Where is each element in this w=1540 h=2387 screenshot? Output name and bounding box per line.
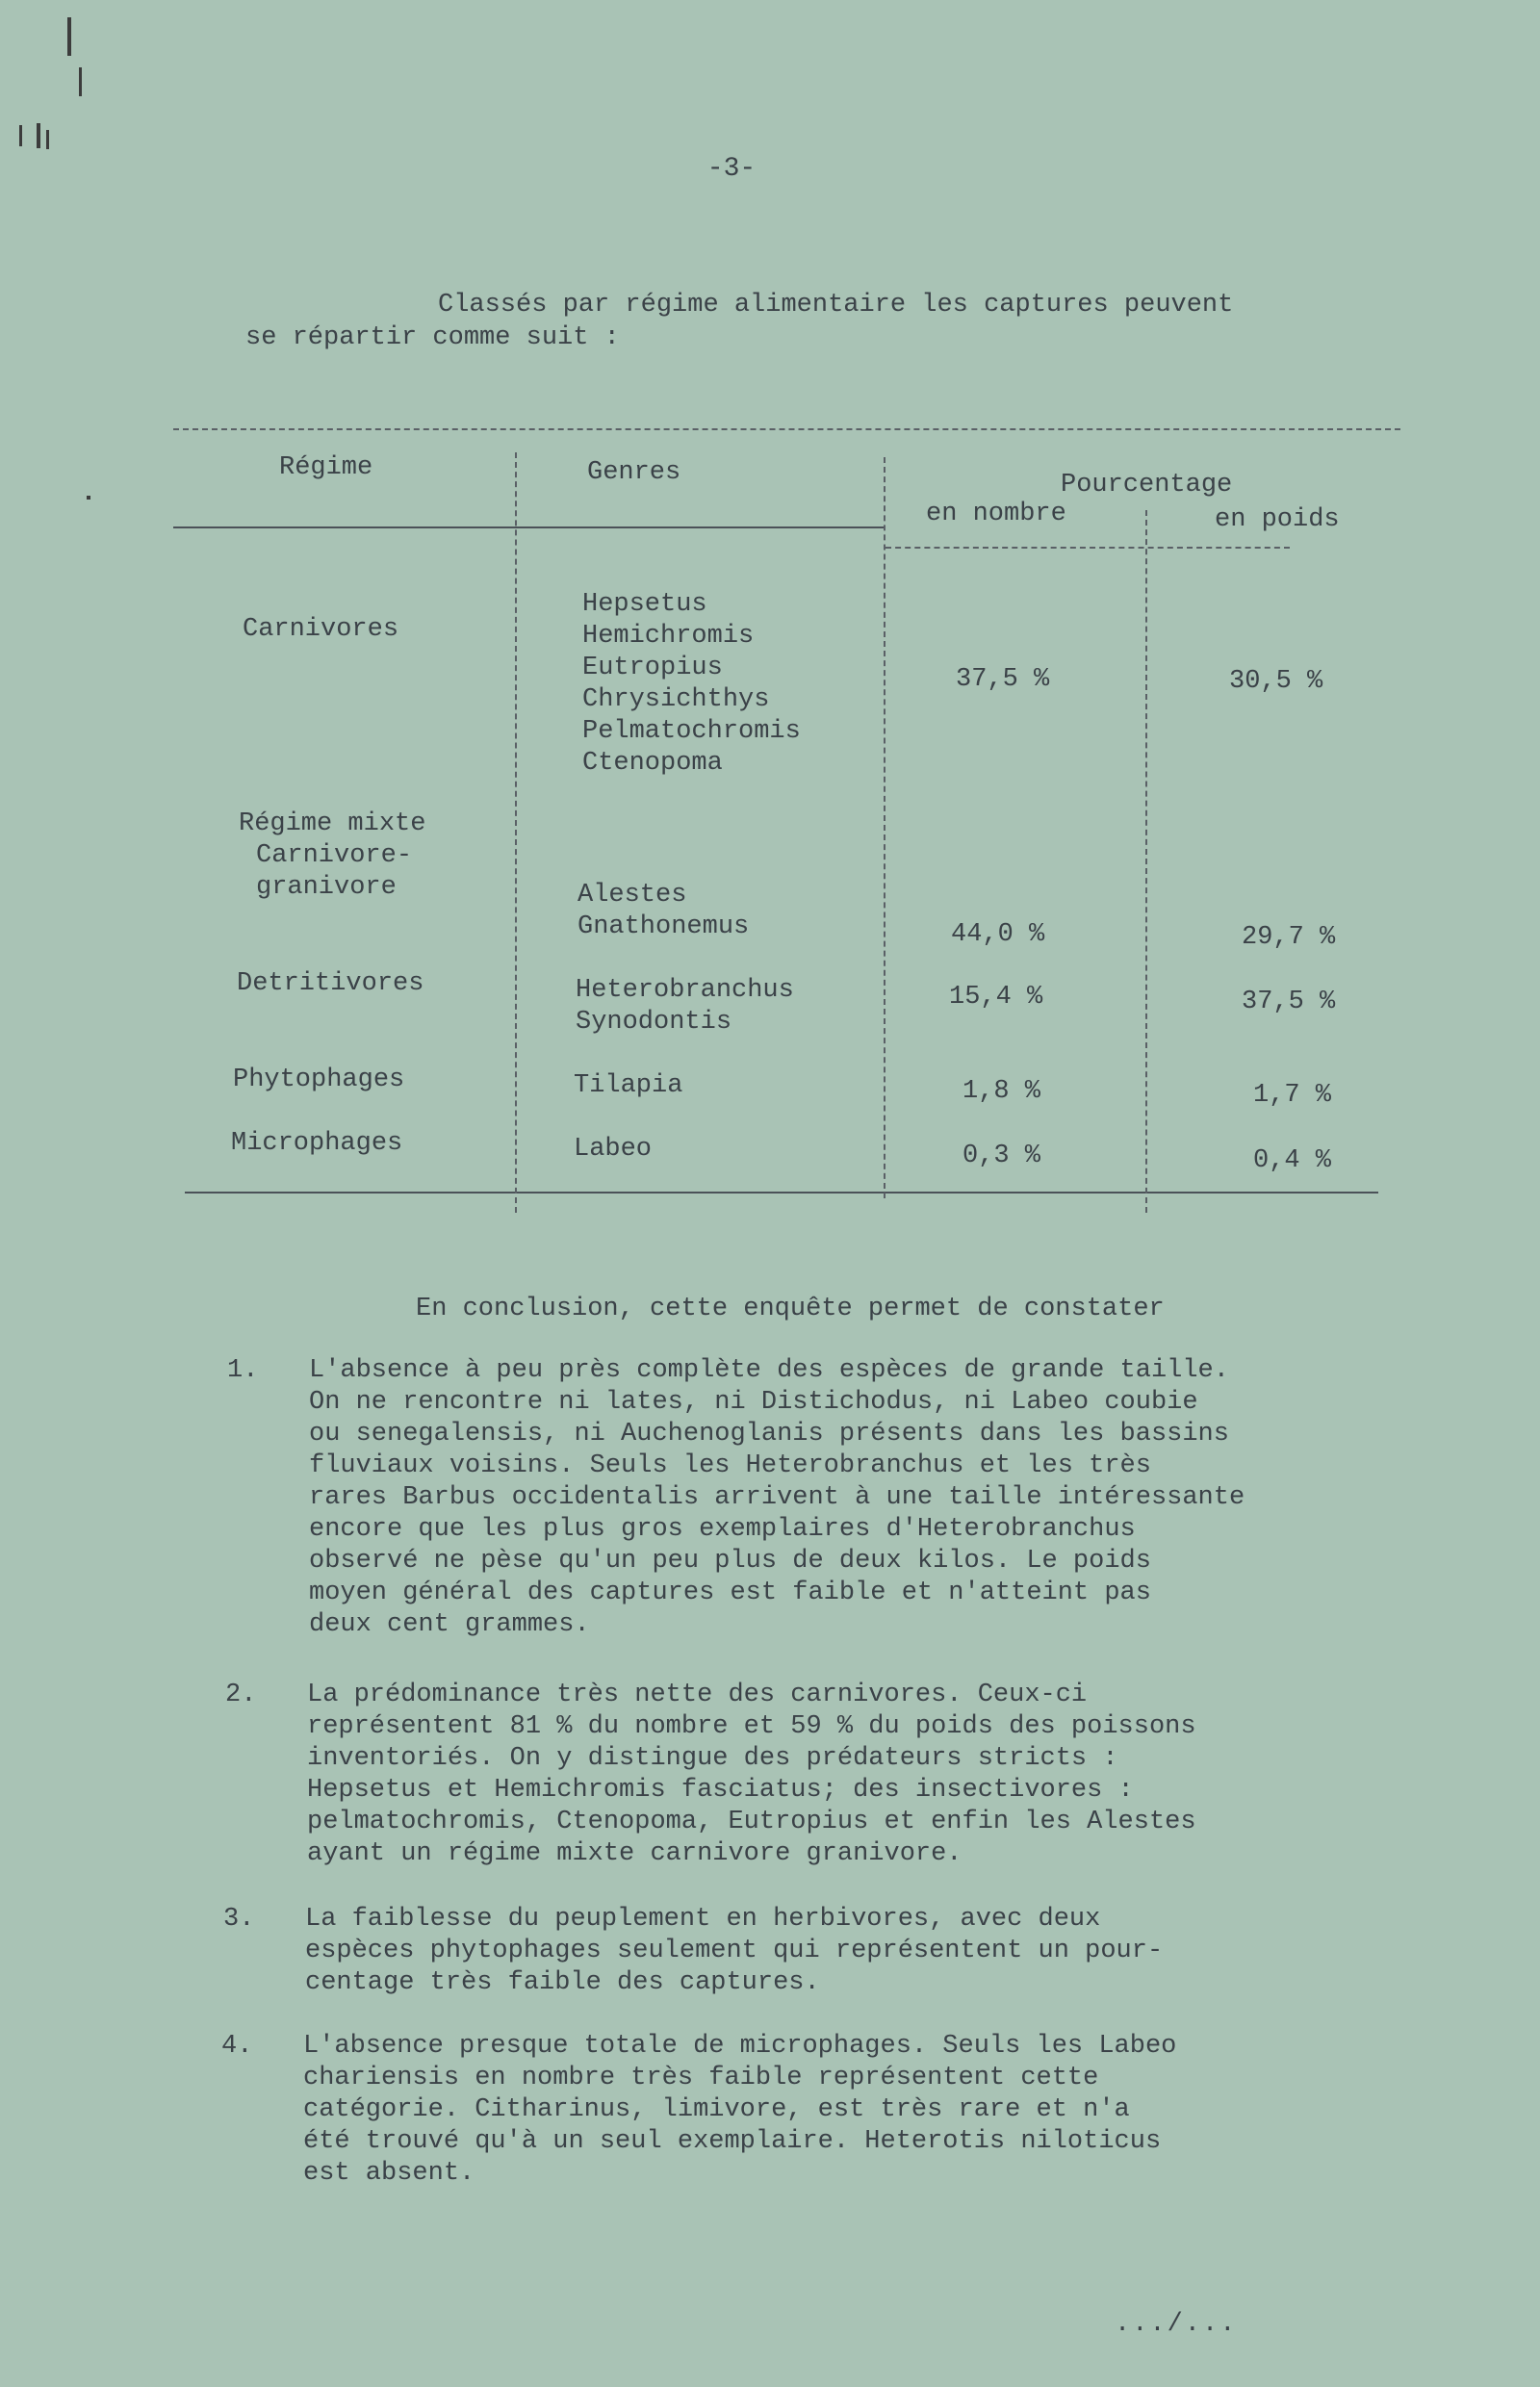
item-line: espèces phytophages seulement qui représentent un pour- [305,1937,1164,1965]
item-line: est absent. [303,2159,475,2188]
row-en-nombre: 44,0 % [951,920,1045,949]
row-regime: granivore [256,873,397,902]
conclusion-title: En conclusion, cette enquête permet de constater [416,1295,1165,1323]
item-line: chariensis en nombre très faible représentent cette [303,2064,1099,2092]
item-line: La prédominance très nette des carnivores. Ceux-ci [307,1681,1088,1709]
row-genre: Chrysichthys [582,685,770,714]
row-en-poids: 0,4 % [1253,1146,1332,1175]
item-line: deux cent grammes. [309,1610,590,1639]
row-genre: Hepsetus [582,590,707,619]
row-genre: Pelmatochromis [582,717,801,746]
item-line: fluviaux voisins. Seuls les Heterobranchus et les très [309,1451,1151,1480]
item-line: rares Barbus occidentalis arrivent à une taille intéressante [309,1483,1245,1512]
table-bottom-rule [185,1192,1378,1194]
row-en-poids: 30,5 % [1229,667,1323,696]
margin-mark [46,130,49,149]
row-genre: Gnathonemus [578,912,750,941]
row-genre: Tilapia [574,1071,683,1100]
item-text [307,1680,1395,1870]
row-genre: Labeo [574,1135,653,1164]
item-number: 4. [221,2032,253,2061]
row-regime: Microphages [231,1129,403,1158]
item-number: 1. [227,1356,259,1385]
row-en-poids: 37,5 % [1242,988,1336,1016]
header-genres: Genres [587,458,681,487]
margin-mark [37,123,40,148]
table-column-rule [1145,510,1147,1213]
row-genre: Ctenopoma [582,749,723,778]
intro-line: Classés par régime alimentaire les captures peuvent [438,291,1234,320]
item-line: Hepsetus et Hemichromis fasciatus; des insectivores : [307,1776,1134,1805]
item-line: représentent 81 % du nombre et 59 % du poids des poissons [307,1712,1196,1741]
row-regime: Detritivores [237,969,424,998]
margin-mark [19,125,22,146]
item-line: été trouvé qu'à un seul exemplaire. Heterotis niloticus [303,2127,1162,2156]
margin-mark [87,496,90,500]
row-en-nombre: 37,5 % [956,665,1050,694]
continuation-mark: .../... [1115,2310,1238,2339]
row-genre: Synodontis [576,1008,732,1037]
table-column-rule [515,452,517,1213]
row-en-nombre: 0,3 % [962,1142,1041,1170]
row-en-nombre: 1,8 % [962,1077,1041,1106]
item-line: ayant un régime mixte carnivore granivore. [307,1839,962,1868]
header-regime: Régime [279,453,373,482]
item-line: centage très faible des captures. [305,1968,820,1997]
item-line: ou senegalensis, ni Auchenoglanis présents dans les bassins [309,1420,1229,1449]
item-line: La faiblesse du peuplement en herbivores, avec deux [305,1905,1101,1934]
item-line: moyen général des captures est faible et n'atteint pas [309,1578,1151,1607]
row-en-poids: 1,7 % [1253,1081,1332,1110]
table-header-rule [173,526,886,528]
row-en-nombre: 15,4 % [949,983,1043,1012]
row-regime: Carnivores [243,615,399,644]
item-line: observé ne pèse qu'un peu plus de deux kilos. Le poids [309,1547,1151,1576]
row-en-poids: 29,7 % [1242,923,1336,952]
item-line: pelmatochromis, Ctenopoma, Eutropius et enfin les Alestes [307,1808,1196,1836]
header-en-nombre: en nombre [926,500,1066,528]
intro-line: se répartir comme suit : [245,323,620,352]
row-genre: Hemichromis [582,622,755,651]
item-text [305,1904,1393,1999]
row-genre: Alestes [578,881,687,910]
item-line: encore que les plus gros exemplaires d'Heterobranchus [309,1515,1136,1544]
item-line: L'absence presque totale de microphages. Seuls les Labeo [303,2032,1177,2061]
header-pourcentage: Pourcentage [1061,471,1233,500]
item-number: 2. [225,1681,257,1709]
table-column-rule [884,457,886,1198]
item-line: inventoriés. On y distingue des prédateurs stricts : [307,1744,1118,1773]
item-number: 3. [223,1905,255,1934]
item-line: catégorie. Citharinus, limivore, est très rare et n'a [303,2095,1130,2124]
item-text [309,1355,1397,1641]
item-line: On ne rencontre ni lates, ni Distichodus, ni Labeo coubie [309,1388,1198,1417]
header-en-poids: en poids [1215,505,1340,534]
row-genre: Heterobranchus [576,976,794,1005]
margin-mark [67,17,71,56]
row-regime: Régime mixte [239,809,426,838]
table-top-rule [173,428,1400,430]
page-number: -3- [706,154,757,184]
row-regime: Carnivore- [256,841,413,870]
margin-mark [79,67,82,96]
table-header-rule [886,547,1290,549]
item-text [303,2031,1391,2190]
row-genre: Eutropius [582,654,723,682]
item-line: L'absence à peu près complète des espèces de grande taille. [309,1356,1229,1385]
row-regime: Phytophages [233,1065,405,1094]
intro-paragraph [245,289,1233,354]
